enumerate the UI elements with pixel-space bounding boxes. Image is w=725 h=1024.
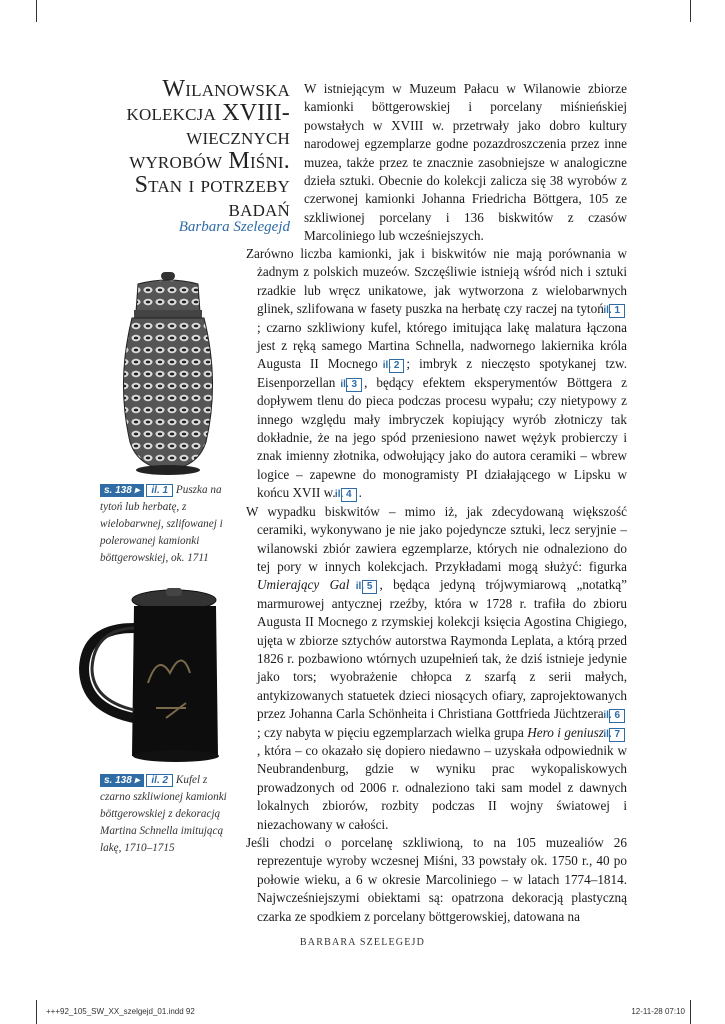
running-footer: BARBARA SZELEGEJD (299, 937, 426, 948)
text-run: W wypadku biskwitów – mimo iż, jak zdecydowaną większość ceramiki, wykonywano je nie jako pojedyncze sztuki, lecz seryjnie – wilanowski zbiór zawiera egzemplarze, których nie odnaleziono do tej pory w innych kolekcjach. Przykładami mogą służyć: figurka (246, 503, 627, 574)
caption-text: Puszka na tytoń lub herbatę, z wielobarwnej, szlifowanej i polerowanej kamionki böttgerowskiej, ok. 1711 (100, 484, 223, 564)
figure-ref-il4[interactable]: il. 4 (341, 488, 357, 502)
text-run: ; czy nabyta w pięciu egzemplarzach wielka grupa (257, 724, 528, 740)
caption-1 (100, 482, 235, 567)
crop-mark (690, 1000, 691, 1024)
figure-ref-il2[interactable]: il. 2 (389, 359, 405, 373)
page-tag[interactable]: s. 138 ▸ (100, 774, 144, 787)
caption-text: Kufel z czarno szkliwionej kamionki böttgerowskiej z dekoracją Martina Schnella imitującą lakę, 1710–1715 (100, 774, 227, 854)
text-run: , będąca jedyną trójwymiarową „notatką” marmurowej antycznej rzeźby, która w 1728 r. trafiła do zbioru Augusta II Mocnego z rzymskiej kolekcji księcia Agostina Chigiego, ujęta w zbiorze sztychów autorstwa Raymonda Leplata, a którą przed 1826 r. pozbawiono wtórnych uzupełnień tak, że dziś istnieje jedynie jako tors; wyobrażenie chłopca z szarfą z serii małych, antykizowanych statuetek dzieci niosących ofiary, zaprojektowanych przez Johanna Carla Schönheita i Christiana Gottfrieda Jüchtzera (257, 577, 627, 722)
tankard-image (76, 588, 238, 768)
paragraph-1 (246, 245, 627, 503)
figure-ref-il7[interactable]: il. 7 (609, 728, 625, 742)
tea-canister-image (118, 272, 218, 477)
article-author: Barbara Szelegejd (178, 219, 290, 235)
caption-ref[interactable]: il. 1 (146, 484, 173, 497)
paragraph-3: Jeśli chodzi o porcelanę szkliwioną, to na 105 muzealiów 26 reprezentuje wyroby wczesnej Miśni, 33 powstały ok. 1750 r., 40 po połowie wieku, a 6 w okresie Marcoliniego – w latach 1774–1814. Najwcześniejszymi obiektami są: opatrzona dekoracją plastyczną czarka ze spodkiem z porcelany böttgerowskiej, datowana na (246, 835, 627, 924)
crop-mark (36, 1000, 37, 1024)
text-run: , która – co okazało się dopiero niedawno – uzyskała odpowiednik w Neubrandenburg, gdzie w wyniku prac wykopaliskowych prowadzonych od 2006 r. odnaleziono taki sam model z dawnych lokalnych zbiorów, rozbity podczas II wojny światowej i niezachowany w całości. (257, 742, 627, 832)
text-emphasis: Hero i geniusz (527, 724, 604, 740)
text-run: ; czarno szkliwiony kufel, którego imitująca lakę malatura łączona jest z ręką samego Martina Schnella, nadwornego lakiernika króla Augusta II Mocnego (257, 319, 627, 372)
slug-date: 12-11-28 07:10 (631, 1007, 685, 1016)
text-run: , będący efektem eksperymentów Böttgera z dopływem tlenu do pieca podczas procesu wypału; czy nietypowy z innego względu mały imbryczek kopiujący wyrób złotniczy tak dokładnie, że na jego spód przeniesiono nawet wężyk probierczy i znak imienny złotnika, odwołujący jako do autora ceramiki – wbrew logice – zapewne do monogramisty PI działającego w Lipsku w końcu XVII w. (257, 374, 627, 501)
page-tag[interactable]: s. 138 ▸ (100, 484, 144, 497)
caption-2 (100, 772, 235, 857)
crop-mark (690, 0, 691, 22)
paragraph-2 (246, 503, 627, 834)
text-run: ; imbryk z nieczęsto spotykanej tzw. Eisenporzellan (257, 356, 628, 390)
caption-ref[interactable]: il. 2 (146, 774, 173, 787)
figure-ref-il1[interactable]: il. 1 (609, 304, 625, 318)
crop-mark (36, 0, 37, 22)
text-run: Zarówno liczba kamionki, jak i biskwitów nie mają porównania w żadnym z polskich muzeów. Szczęśliwie istnieją wśród nich i sztuki rzadkie lub wręcz unikatowe, jak wytworzona z wielobarwnych glinek, szlifowana w fasety puszka na herbatę czy raczej na tytoń (246, 246, 627, 317)
slug-file: +++92_105_SW_XX_szelgejd_01.indd 92 (46, 1007, 195, 1016)
figure-ref-il5[interactable]: il. 5 (362, 580, 378, 594)
figure-ref-il3[interactable]: il. 3 (346, 378, 362, 392)
main-text (246, 245, 627, 926)
article-title: Wilanowska kolekcja XVIII-wiecznych wyrobów Miśni. Stan i potrzeby badań (126, 76, 290, 222)
text-run: . (358, 485, 362, 501)
figure-ref-il6[interactable]: il. 6 (609, 709, 625, 723)
intro-paragraph: W istniejącym w Muzeum Pałacu w Wilanowie zbiorze kamionki böttgerowskiej i porcelany miśnieńskiej powstałych w XVIII w. przetrwały jako dobro kultury narodowej egzemplarze godne pozazdroszczenia przez inne muzea, także przez te znacznie zasobniejsze w analogiczne dzieła sztuki. Obecnie do kolekcji zalicza się 38 wyrobów z czerwonej kamionki Johanna Friedricha Böttgera, 105 ze szkliwionej porcelany i 136 biskwitów z czasów Marcoliniego lub wcześniejszych. (304, 81, 627, 244)
text-emphasis: Umierający Gal (257, 577, 350, 593)
